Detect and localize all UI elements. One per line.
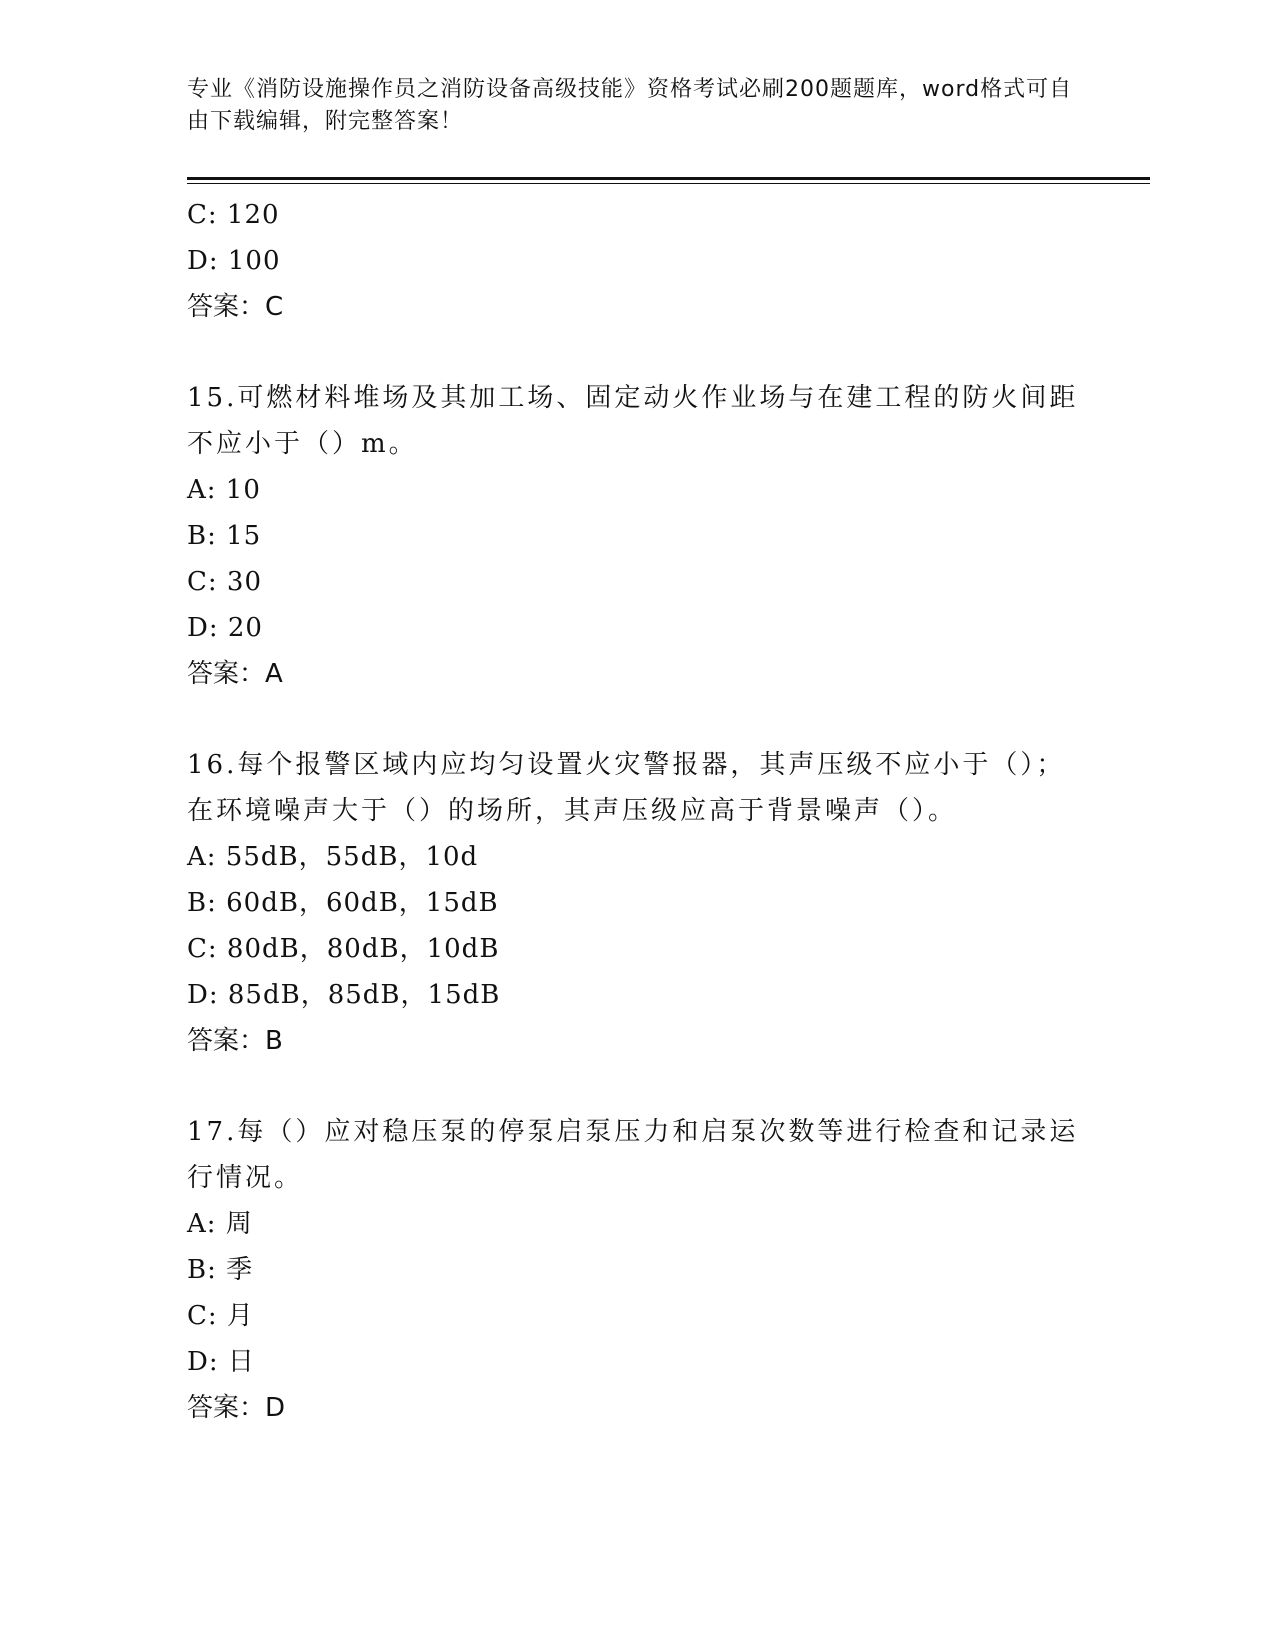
question-17 (187, 1109, 1087, 1431)
option-a: A: 10 (187, 475, 261, 505)
option-c: C: 80dB，80dB，10dB (187, 934, 500, 964)
answer-line: 答案：A (187, 659, 283, 689)
option-d: D: 85dB，85dB，15dB (187, 980, 501, 1010)
option-d: D: 日 (187, 1347, 255, 1377)
option-c: C: 月 (187, 1301, 254, 1331)
header-rule-thin (187, 183, 1150, 184)
option-a: A: 55dB，55dB，10d (187, 842, 479, 872)
option-c: C: 30 (187, 567, 263, 597)
answer-line: 答案：C (187, 292, 284, 322)
document-body (187, 192, 1087, 1431)
option-d: D: 100 (187, 246, 281, 276)
question-stem: 16.每个报警区域内应均匀设置火灾警报器，其声压级不应小于（）；在环境噪声大于（）的场所，其声压级应高于背景噪声（）。 (187, 750, 1066, 826)
answer-line: 答案：B (187, 1026, 283, 1056)
question-16 (187, 742, 1087, 1064)
option-b: B: 15 (187, 521, 262, 551)
option-d: D: 20 (187, 613, 263, 643)
question-stem: 17.每（）应对稳压泵的停泵启泵压力和启泵次数等进行检查和记录运行情况。 (187, 1117, 1079, 1193)
document-header: 专业《消防设施操作员之消防设备高级技能》资格考试必刷200题题库，word格式可自由下载编辑，附完整答案！ (187, 77, 1073, 134)
header-rule-thick (187, 177, 1150, 180)
option-b: B: 60dB，60dB，15dB (187, 888, 499, 918)
answer-line: 答案：D (187, 1393, 286, 1423)
previous-question-tail (187, 192, 1087, 330)
option-a: A: 周 (187, 1209, 253, 1239)
option-c: C: 120 (187, 200, 280, 230)
option-b: B: 季 (187, 1255, 254, 1285)
question-stem: 15.可燃材料堆场及其加工场、固定动火作业场与在建工程的防火间距不应小于（）m。 (187, 383, 1079, 459)
question-15 (187, 375, 1087, 697)
